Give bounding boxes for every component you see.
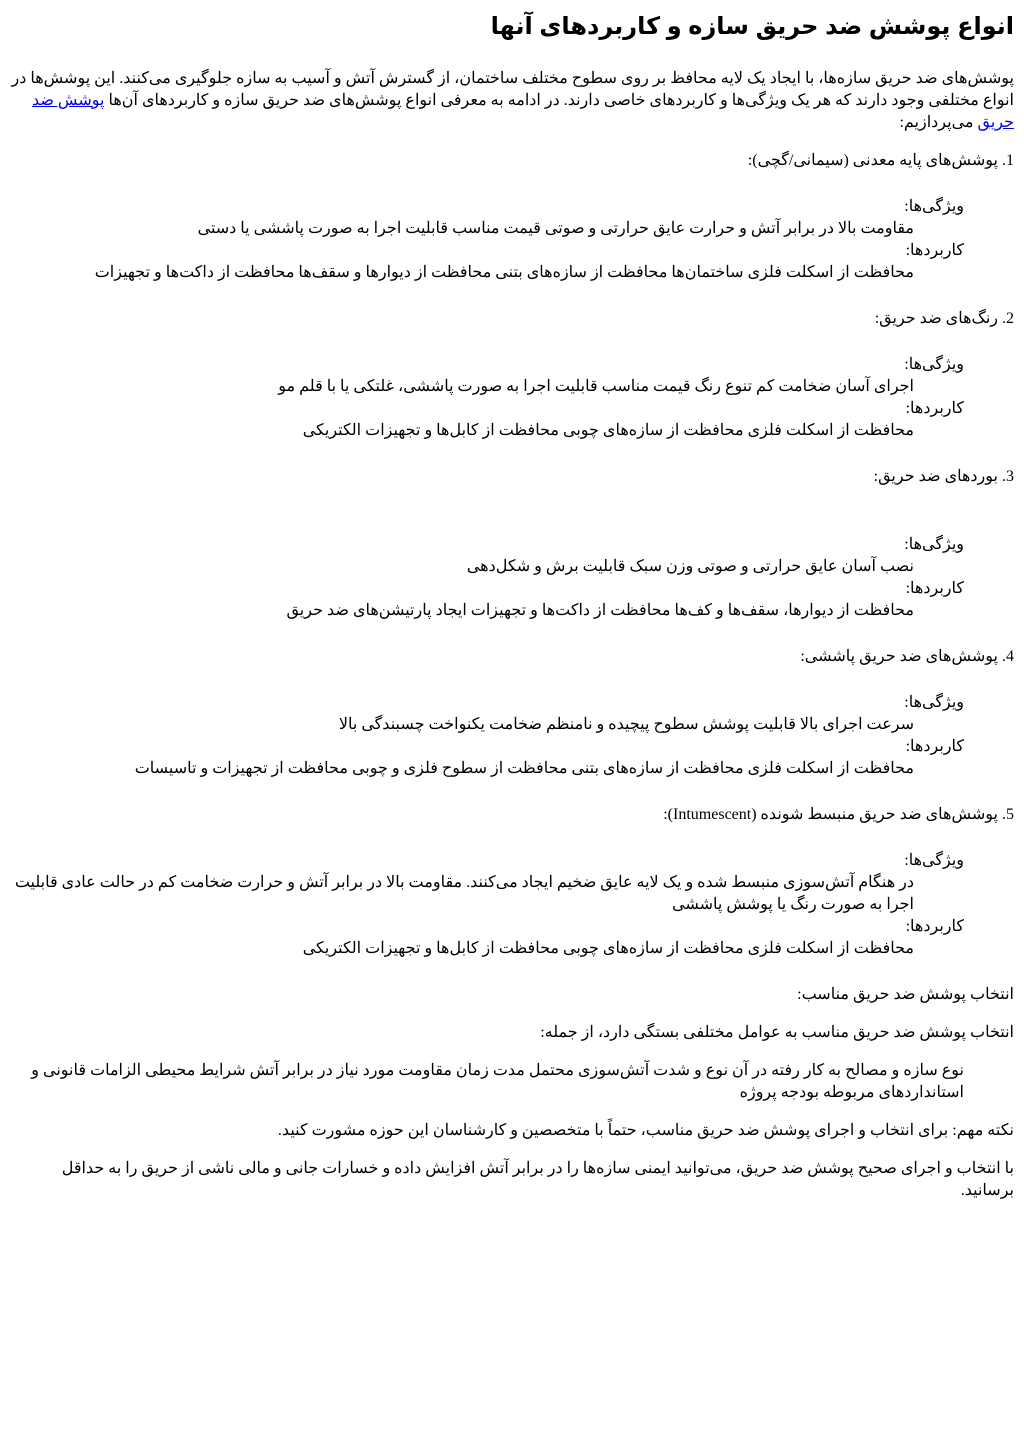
uses-text: محافظت از اسکلت فلزی محافظت از سازه‌های بتنی محافظت از سطوح فلزی و چوبی محافظت از تجهیزات و تاسیسات xyxy=(134,760,914,777)
intro-text-end: می‌پردازیم: xyxy=(899,114,978,131)
intro-paragraph xyxy=(10,68,1014,134)
section-body-boards xyxy=(10,534,1014,622)
conclusion-paragraph: با انتخاب و اجرای صحیح پوشش ضد حریق، می‌توانید ایمنی سازه‌ها را در برابر آتش افزایش داده و خسارات جانی و مالی ناشی از حریق را به حداقل برسانید. xyxy=(61,1160,1014,1199)
uses-label: کاربردها: xyxy=(905,918,964,935)
selection-heading: انتخاب پوشش ضد حریق مناسب: xyxy=(797,986,1014,1003)
features-text: سرعت اجرای بالا قابلیت پوشش سطوح پیچیده و نامنظم ضخامت یکنواخت چسبندگی بالا xyxy=(338,716,914,733)
features-label: ویژگی‌ها: xyxy=(904,536,964,553)
uses-text: محافظت از اسکلت فلزی محافظت از سازه‌های چوبی محافظت از کابل‌ها و تجهیزات الکتریکی xyxy=(302,940,914,957)
features-text: نصب آسان عایق حرارتی و صوتی وزن سبک قابلیت برش و شکل‌دهی xyxy=(466,558,914,575)
section-body-mineral xyxy=(10,196,1014,284)
features-label: ویژگی‌ها: xyxy=(904,198,964,215)
features-text: در هنگام آتش‌سوزی منبسط شده و یک لایه عایق ضخیم ایجاد می‌کنند. مقاومت بالا در برابر آتش و حرارت ضخامت کم در حالت عادی قابلیت اجرا به صورت رنگ یا پوشش پاششی xyxy=(14,874,914,913)
intro-text-start: پوشش‌های ضد حریق سازه‌ها، با ایجاد یک لایه محافظ بر روی سطوح مختلف ساختمان، از گسترش آتش و آسیب به سازه جلوگیری می‌کنند. این پوشش‌ها در انواع مختلفی وجود دارند که هر یک ویژگی‌ها و کاربردهای خاصی دارند. در ادامه به معرفی انواع پوشش‌های ضد حریق سازه و کاربردهای آن‌ها xyxy=(11,70,1014,109)
page-title: انواع پوشش ضد حریق سازه و کاربردهای آنها xyxy=(490,13,1014,40)
section-body-spray xyxy=(10,692,1014,780)
features-text: اجرای آسان ضخامت کم تنوع رنگ قیمت مناسب قابلیت اجرا به صورت پاششی، غلتکی یا با قلم مو xyxy=(278,378,914,395)
uses-text: محافظت از اسکلت فلزی ساختمان‌ها محافظت از سازه‌های بتنی محافظت از دیوارها و سقف‌ها محافظت از داکت‌ها و تجهیزات xyxy=(94,264,914,281)
uses-text: محافظت از اسکلت فلزی محافظت از سازه‌های چوبی محافظت از کابل‌ها و تجهیزات الکتریکی xyxy=(302,422,914,439)
section-heading-intumescent: 5. پوشش‌های ضد حریق منبسط شونده (Intumescent): xyxy=(663,806,1014,823)
uses-label: کاربردها: xyxy=(905,580,964,597)
section-body-paint xyxy=(10,354,1014,442)
selection-intro: انتخاب پوشش ضد حریق مناسب به عوامل مختلفی بستگی دارد، از جمله: xyxy=(540,1024,1014,1041)
features-label: ویژگی‌ها: xyxy=(904,356,964,373)
section-heading-boards: 3. بوردهای ضد حریق: xyxy=(873,468,1014,485)
selection-factors-list xyxy=(10,1060,1014,1104)
list-item: نوع سازه و مصالح به کار رفته در آن نوع و شدت آتش‌سوزی محتمل مدت زمان مقاومت مورد نیاز در برابر آتش شرایط محیطی الزامات قانونی و استانداردهای مربوطه بودجه پروژه xyxy=(31,1062,964,1101)
fireproof-coating-link[interactable]: پوشش ضد حریق xyxy=(31,92,1014,131)
section-heading-paint: 2. رنگ‌های ضد حریق: xyxy=(874,310,1014,327)
section-heading-spray: 4. پوشش‌های ضد حریق پاششی: xyxy=(800,648,1014,665)
features-label: ویژگی‌ها: xyxy=(904,852,964,869)
section-body-intumescent xyxy=(10,850,1014,960)
uses-label: کاربردها: xyxy=(905,738,964,755)
uses-label: کاربردها: xyxy=(905,242,964,259)
uses-label: کاربردها: xyxy=(905,400,964,417)
features-text: مقاومت بالا در برابر آتش و حرارت عایق حرارتی و صوتی قیمت مناسب قابلیت اجرا به صورت پاششی یا دستی xyxy=(197,220,914,237)
features-label: ویژگی‌ها: xyxy=(904,694,964,711)
important-note: نکته مهم: برای انتخاب و اجرای پوشش ضد حریق مناسب، حتماً با متخصصین و کارشناسان این حوزه مشورت کنید. xyxy=(277,1122,1014,1139)
uses-text: محافظت از دیوارها، سقف‌ها و کف‌ها محافظت از داکت‌ها و تجهیزات ایجاد پارتیشن‌های ضد حریق xyxy=(286,602,914,619)
section-heading-mineral: 1. پوشش‌های پایه معدنی (سیمانی/گچی): xyxy=(747,152,1014,169)
